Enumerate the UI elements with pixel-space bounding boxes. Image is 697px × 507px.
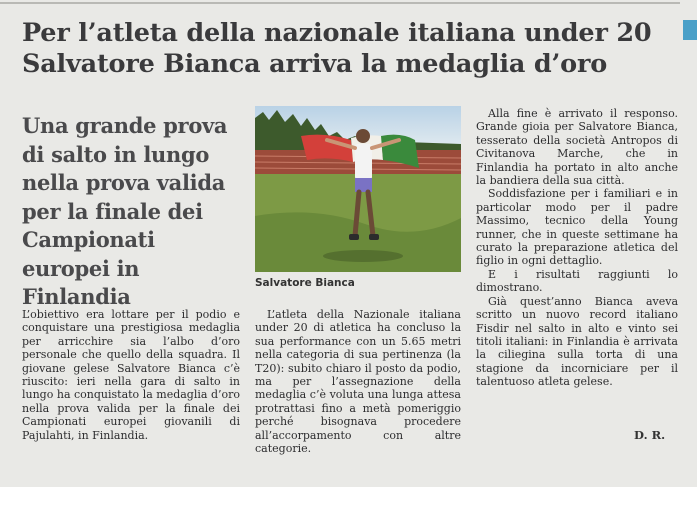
subheadline: Una grande prova di salto in lungo nella prova valida per la finale dei Campionati europei in Finlandia [22, 113, 228, 309]
headline: Per l’atleta della nazionale italiana under 20 Salvatore Bianca arriva la medaglia d’oro [22, 18, 652, 79]
top-rule [0, 2, 680, 4]
paragraph: Soddisfazione per i familiari e in particolar modo per il padre Massimo, tecnico della Young runner, che in queste settimane ha curato la preparazione atletica del figlio in ogni dettaglio. [476, 187, 678, 268]
accent-block [683, 20, 697, 40]
adjacent-page-edge [680, 0, 697, 487]
athlete-photo-illustration [255, 106, 461, 272]
article-column-2 [255, 308, 461, 455]
paragraph: Già quest’anno Bianca aveva scritto un nuovo record italiano Fisdir nel salto in alto e vinto sei titoli italiani: in Finlandia è arrivata la ciliegina sulla torta di una stagione da incorniciare per il talentuoso atleta gelese. [476, 294, 678, 389]
athlete-photo [255, 106, 461, 272]
author-signature: D. R. [634, 428, 666, 442]
article-column-3 [476, 107, 678, 389]
paragraph: L’obiettivo era lottare per il podio e conquistare una prestigiosa medaglia per arricchire sia l’albo d’oro personale che quello della squadra. Il giovane gelese Salvatore Bianca c’è riuscito: ieri nella gara di salto in lungo ha conquistato la medaglia d’oro nella prova valida per la finale dei Campionati europei giovanili di Pajulahti, in Finlandia. [22, 308, 240, 442]
paragraph: L’atleta della Nazionale italiana under 20 di atletica ha concluso la sua performance con un 5.65 metri nella categoria di sua pertinenza (la T20): subito chiaro il posto da podio, ma per l’assegnazione della medaglia c’è voluta una lunga attesa protrattasi fino a metà pomeriggio perché bisognava procedere all’accorpamento con altre categorie. [255, 308, 461, 456]
paragraph: Alla fine è arrivato il responso. Grande gioia per Salvatore Bianca, tesserato della società Antropos di Civitanova Marche, che in Finlandia ha portato in alto anche la bandiera della sua città. [476, 107, 678, 188]
paragraph: E i risultati raggiunti lo dimostrano. [476, 267, 678, 295]
photo-caption: Salvatore Bianca [255, 277, 355, 289]
article-column-1 [22, 308, 240, 442]
